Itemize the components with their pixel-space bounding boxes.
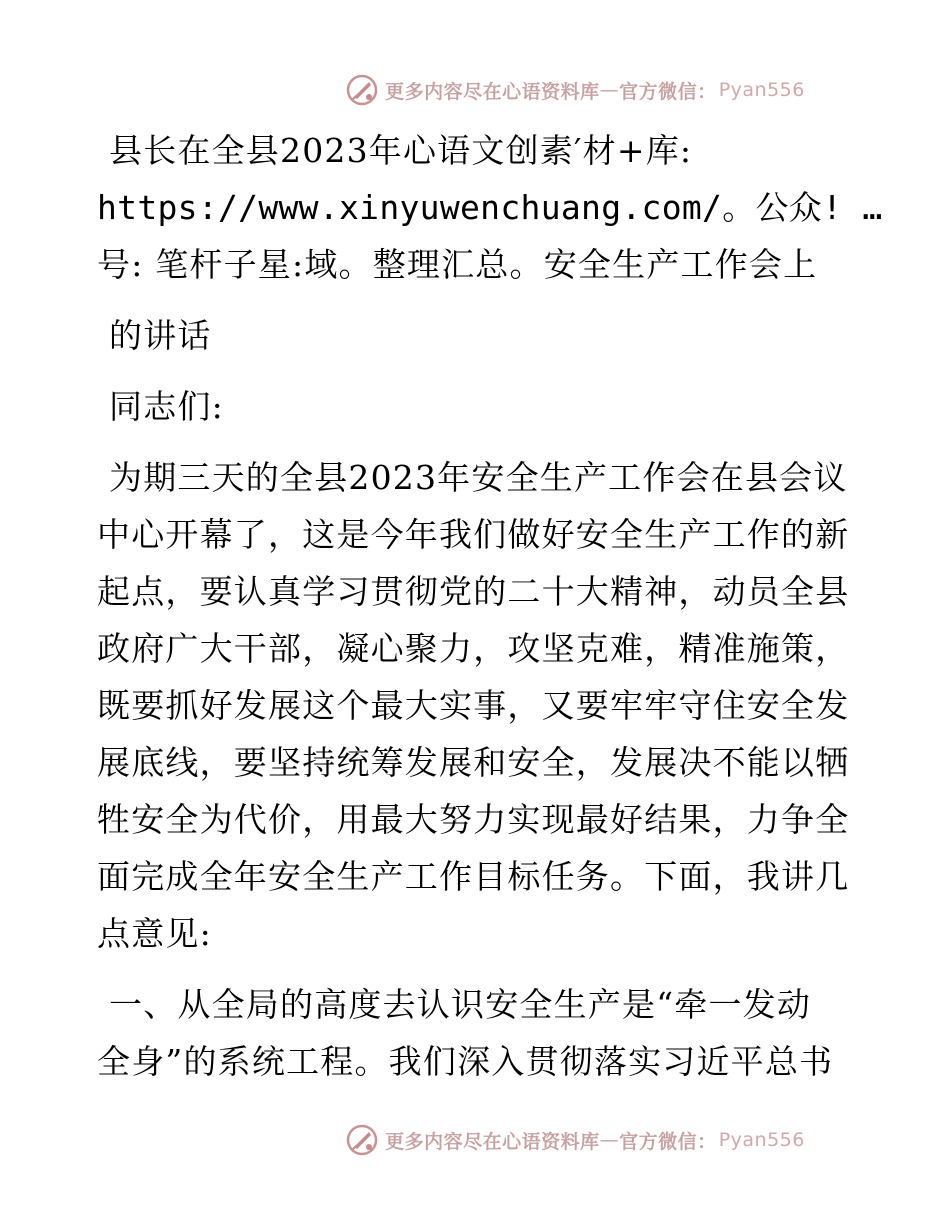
paragraph-line: 一、从全局的高度去认识安全生产是“牵一发动 — [109, 985, 812, 1024]
paragraph-line: 牲安全为代价，用最大努力实现最好结果，力争全 — [97, 800, 850, 839]
paragraph-line: 面完成全年安全生产工作目标任务。下面，我讲几 — [97, 857, 850, 896]
paragraph-line: 起点，要认真学习贯彻党的二十大精神，动员全县 — [97, 572, 850, 611]
watermark-separator: — — [599, 79, 620, 101]
watermark-separator: — — [599, 1129, 620, 1151]
feather-pen-logo-icon — [345, 1123, 379, 1157]
title-line: 号: 笔杆子星:域。整理汇总。安全生产工作会上 — [97, 245, 818, 284]
document-body — [97, 122, 883, 1090]
salutation: 同志们: — [109, 387, 224, 426]
paragraph-line: 全身”的系统工程。我们深入贯彻落实习近平总书 — [97, 1042, 834, 1081]
watermark-wechat-id: Pyan556 — [718, 1129, 805, 1151]
watermark-text: 更多内容尽在心语资料库 — [385, 1130, 600, 1153]
paragraph-line: 点意见: — [97, 914, 212, 953]
paragraph-2 — [97, 976, 857, 1090]
watermark-footer — [0, 1120, 950, 1160]
feather-pen-logo-icon — [345, 73, 379, 107]
watermark-wechat-label: 官方微信： — [619, 1130, 717, 1153]
paragraph-line: 中心开幕了，这是今年我们做好安全生产工作的新 — [97, 515, 850, 554]
paragraph-1 — [97, 449, 857, 962]
title-line: 县长在全县2023年心语文创素′材+库: — [109, 131, 693, 170]
title-line: https://www.xinyuwenchuang.com/。公众! … — [97, 188, 883, 227]
watermark-text: 更多内容尽在心语资料库 — [385, 80, 600, 103]
paragraph-line: 政府广大干部，凝心聚力，攻坚克难，精准施策， — [97, 629, 850, 668]
title-line: 的讲话 — [109, 316, 212, 355]
paragraph-line: 既要抓好发展这个最大实事，又要牢牢守住安全发 — [97, 686, 850, 725]
document-title — [97, 122, 883, 364]
paragraph-line: 为期三天的全县2023年安全生产工作会在县会议 — [109, 458, 848, 497]
watermark-header — [0, 70, 950, 110]
watermark-wechat-id: Pyan556 — [718, 79, 805, 101]
paragraph-line: 展底线，要坚持统筹发展和安全，发展决不能以牺 — [97, 743, 850, 782]
watermark-wechat-label: 官方微信： — [619, 80, 717, 103]
